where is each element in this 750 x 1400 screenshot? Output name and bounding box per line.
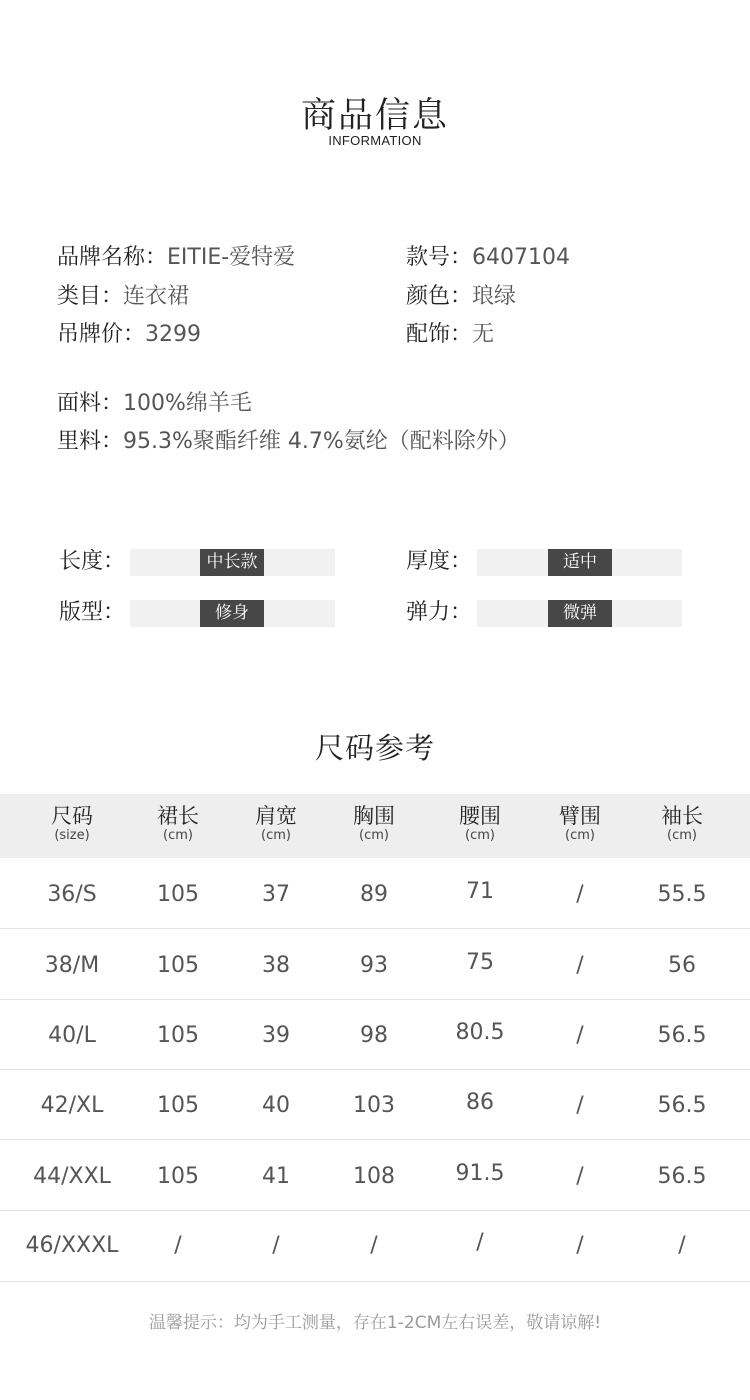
table-cell: 55.5 bbox=[657, 882, 707, 907]
column-unit: (cm) bbox=[261, 828, 291, 843]
style-no-info bbox=[406, 247, 570, 269]
elasticity-indicator: 微弹 bbox=[548, 600, 612, 627]
thickness-scale bbox=[477, 549, 682, 576]
length-indicator: 中长款 bbox=[200, 549, 264, 576]
table-row bbox=[0, 1140, 750, 1211]
table-cell: 71 bbox=[466, 879, 494, 904]
category-key: 类目： bbox=[57, 284, 124, 309]
table-cell: 105 bbox=[157, 882, 199, 907]
column-name: 裙长 bbox=[157, 804, 199, 828]
table-cell: 105 bbox=[157, 1023, 199, 1048]
brand-value: EITIE-爱特爱 bbox=[167, 245, 296, 270]
table-cell: 37 bbox=[262, 882, 290, 907]
column-name: 胸围 bbox=[353, 804, 395, 828]
lining-value: 95.3%聚酯纤维 4.7%氨纶（配料除外） bbox=[123, 429, 520, 454]
fit-scale bbox=[130, 600, 335, 627]
column-name: 腰围 bbox=[459, 804, 501, 828]
table-cell: 46/XXXL bbox=[25, 1233, 119, 1258]
table-cell: 36/S bbox=[47, 882, 97, 907]
column-header bbox=[128, 804, 228, 844]
table-cell: 105 bbox=[157, 953, 199, 978]
table-cell: 98 bbox=[360, 1023, 388, 1048]
table-cell: / bbox=[576, 1093, 584, 1118]
table-cell: 108 bbox=[353, 1164, 395, 1189]
color-key: 颜色： bbox=[406, 284, 473, 309]
accessory-value: 无 bbox=[472, 322, 495, 347]
table-cell: 40/L bbox=[48, 1023, 96, 1048]
page-subtitle: INFORMATION bbox=[328, 133, 422, 148]
column-unit: (cm) bbox=[163, 828, 193, 843]
column-header bbox=[632, 804, 732, 844]
style-no-key: 款号： bbox=[406, 245, 473, 270]
table-cell: / bbox=[476, 1230, 484, 1255]
accessory-info bbox=[406, 324, 494, 346]
elasticity-label: 弹力： bbox=[406, 600, 473, 625]
table-cell: / bbox=[370, 1233, 378, 1258]
fabric-value: 100%绵羊毛 bbox=[123, 391, 252, 416]
column-header bbox=[22, 804, 122, 844]
table-cell: 56.5 bbox=[657, 1164, 707, 1189]
color-value: 琅绿 bbox=[472, 284, 517, 309]
column-header bbox=[226, 804, 326, 844]
column-unit: (size) bbox=[54, 828, 90, 843]
column-unit: (cm) bbox=[465, 828, 495, 843]
accessory-key: 配饰： bbox=[406, 322, 473, 347]
table-cell: 38 bbox=[262, 953, 290, 978]
column-header bbox=[530, 804, 630, 844]
column-name: 臂围 bbox=[559, 804, 601, 828]
measurement-note: 温馨提示：均为手工测量，存在1-2CM左右误差，敬请谅解! bbox=[148, 1313, 602, 1333]
fabric-info bbox=[57, 393, 252, 415]
category-info bbox=[57, 286, 189, 308]
column-unit: (cm) bbox=[667, 828, 697, 843]
table-row bbox=[0, 929, 750, 1000]
category-value: 连衣裙 bbox=[123, 284, 190, 309]
brand-key: 品牌名称： bbox=[57, 245, 168, 270]
column-header bbox=[324, 804, 424, 844]
table-cell: 89 bbox=[360, 882, 388, 907]
table-cell: 42/XL bbox=[40, 1093, 104, 1118]
size-chart-title: 尺码参考 bbox=[314, 731, 435, 765]
fabric-key: 面料： bbox=[57, 391, 124, 416]
table-cell: 38/M bbox=[44, 953, 100, 978]
table-cell: / bbox=[174, 1233, 182, 1258]
table-row bbox=[0, 1211, 750, 1282]
tag-price-key: 吊牌价： bbox=[57, 322, 146, 347]
color-info bbox=[406, 286, 516, 308]
size-table-header bbox=[0, 794, 750, 858]
table-cell: 105 bbox=[157, 1093, 199, 1118]
table-cell: / bbox=[576, 953, 584, 978]
column-unit: (cm) bbox=[565, 828, 595, 843]
table-cell: 56 bbox=[668, 953, 696, 978]
table-cell: / bbox=[272, 1233, 280, 1258]
table-cell: 103 bbox=[353, 1093, 395, 1118]
lining-key: 里料： bbox=[57, 429, 124, 454]
table-cell: 41 bbox=[262, 1164, 290, 1189]
table-cell: 39 bbox=[262, 1023, 290, 1048]
elasticity-scale bbox=[477, 600, 682, 627]
length-scale bbox=[130, 549, 335, 576]
table-cell: 91.5 bbox=[455, 1161, 505, 1186]
table-cell: 93 bbox=[360, 953, 388, 978]
thickness-label: 厚度： bbox=[406, 549, 473, 574]
table-row bbox=[0, 999, 750, 1070]
brand-info bbox=[57, 247, 295, 269]
column-name: 尺码 bbox=[51, 804, 93, 828]
table-cell: 40 bbox=[262, 1093, 290, 1118]
table-cell: 86 bbox=[466, 1090, 494, 1115]
column-unit: (cm) bbox=[359, 828, 389, 843]
column-name: 袖长 bbox=[661, 804, 703, 828]
table-row bbox=[0, 1069, 750, 1140]
tag-price-value: 3299 bbox=[145, 322, 202, 347]
fit-label: 版型： bbox=[59, 600, 126, 625]
column-header bbox=[430, 804, 530, 844]
table-cell: 105 bbox=[157, 1164, 199, 1189]
thickness-indicator: 适中 bbox=[548, 549, 612, 576]
table-cell: / bbox=[576, 1233, 584, 1258]
table-cell: / bbox=[576, 882, 584, 907]
fit-indicator: 修身 bbox=[200, 600, 264, 627]
table-cell: 56.5 bbox=[657, 1023, 707, 1048]
table-cell: 56.5 bbox=[657, 1093, 707, 1118]
column-name: 肩宽 bbox=[255, 804, 297, 828]
lining-info bbox=[57, 431, 520, 453]
style-no-value: 6407104 bbox=[472, 245, 570, 270]
page-title: 商品信息 bbox=[300, 96, 449, 136]
table-cell: / bbox=[576, 1023, 584, 1048]
table-cell: 75 bbox=[466, 950, 494, 975]
table-cell: / bbox=[678, 1233, 686, 1258]
table-row bbox=[0, 858, 750, 929]
table-cell: 80.5 bbox=[455, 1020, 505, 1045]
table-cell: 44/XXL bbox=[33, 1164, 111, 1189]
length-label: 长度： bbox=[59, 549, 126, 574]
tag-price-info bbox=[57, 324, 201, 346]
table-cell: / bbox=[576, 1164, 584, 1189]
